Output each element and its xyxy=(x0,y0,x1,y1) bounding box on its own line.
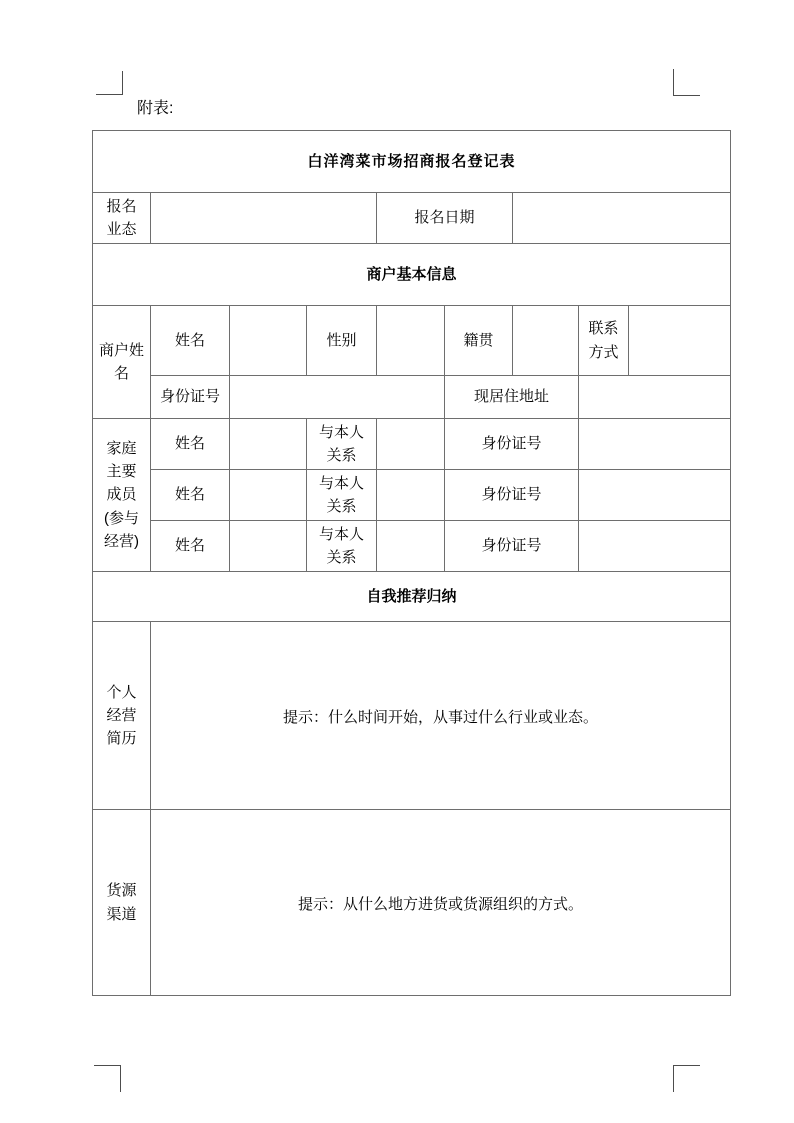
family-member-name-label-cell xyxy=(151,419,230,470)
merchant-name-label-cell xyxy=(151,306,230,376)
family-member-relation-label-cell xyxy=(307,419,377,470)
family-member-name-input[interactable] xyxy=(230,470,307,521)
apply-date-label-cell xyxy=(377,193,513,244)
family-member-id-label: 身份证号 xyxy=(481,486,542,504)
merchant-id-input[interactable] xyxy=(230,376,445,419)
family-member-id-label: 身份证号 xyxy=(481,537,542,555)
supply-input-area[interactable] xyxy=(151,810,731,996)
resume-group-label: 个人经营简历 xyxy=(106,683,137,748)
contact-input[interactable] xyxy=(629,306,731,376)
family-member-name-label-cell xyxy=(151,521,230,572)
address-input[interactable] xyxy=(579,376,731,419)
family-member-relation-label-cell xyxy=(307,521,377,572)
family-group-label: 家庭主要成员(参与经营) xyxy=(104,439,139,550)
family-member-relation-label: 与本人关系 xyxy=(318,525,364,566)
address-label: 现居住地址 xyxy=(473,388,549,406)
family-member-id-input[interactable] xyxy=(579,521,731,572)
annex-label: 附表: xyxy=(137,100,174,117)
page-margin-mark-bottom-right xyxy=(673,1065,700,1092)
family-member-id-input[interactable] xyxy=(579,470,731,521)
section-self-recommendation: 自我推荐归纳 xyxy=(93,572,731,622)
native-place-label-cell xyxy=(445,306,513,376)
merchant-id-label: 身份证号 xyxy=(159,388,220,406)
family-member-name-label-cell xyxy=(151,470,230,521)
supply-hint: 提示：从什么地方进货或货源组织的方式。 xyxy=(297,895,583,913)
gender-label: 性别 xyxy=(326,331,357,349)
resume-hint: 提示：什么时间开始，从事过什么行业或业态。 xyxy=(282,708,598,726)
family-member-id-label-cell xyxy=(445,470,579,521)
merchant-id-label-cell xyxy=(151,376,230,419)
family-member-id-label: 身份证号 xyxy=(481,435,542,453)
native-place-label: 籍贯 xyxy=(463,331,494,349)
gender-input[interactable] xyxy=(377,306,445,376)
contact-label: 联系方式 xyxy=(588,320,619,361)
family-group-label-cell xyxy=(93,419,151,572)
supply-group-label: 货源渠道 xyxy=(106,882,137,923)
address-label-cell xyxy=(445,376,579,419)
gender-label-cell xyxy=(307,306,377,376)
apply-date-label: 报名日期 xyxy=(414,209,475,227)
family-member-relation-input[interactable] xyxy=(377,419,445,470)
merchant-group-label: 商户姓名 xyxy=(98,341,144,382)
merchant-name-label: 姓名 xyxy=(174,331,205,349)
native-place-input[interactable] xyxy=(513,306,579,376)
family-member-relation-input[interactable] xyxy=(377,521,445,572)
form-title: 白洋湾菜市场招商报名登记表 xyxy=(93,131,731,193)
family-member-name-input[interactable] xyxy=(230,521,307,572)
family-member-id-input[interactable] xyxy=(579,419,731,470)
resume-group-label-cell xyxy=(93,622,151,810)
business-type-input[interactable] xyxy=(151,193,377,244)
family-member-name-input[interactable] xyxy=(230,419,307,470)
family-member-id-label-cell xyxy=(445,521,579,572)
business-type-label: 报名业态 xyxy=(106,197,137,238)
section-merchant-info: 商户基本信息 xyxy=(93,244,731,306)
apply-date-input[interactable] xyxy=(513,193,731,244)
family-member-relation-label-cell xyxy=(307,470,377,521)
family-member-relation-input[interactable] xyxy=(377,470,445,521)
contact-label-cell xyxy=(579,306,629,376)
page-margin-mark-top-right xyxy=(673,69,700,96)
registration-form-table xyxy=(92,130,731,996)
resume-input-area[interactable] xyxy=(151,622,731,810)
family-member-relation-label: 与本人关系 xyxy=(318,423,364,464)
family-member-name-label: 姓名 xyxy=(174,435,205,453)
business-type-label-cell xyxy=(93,193,151,244)
supply-group-label-cell xyxy=(93,810,151,996)
merchant-group-label-cell xyxy=(93,306,151,419)
family-member-name-label: 姓名 xyxy=(174,486,205,504)
family-member-id-label-cell xyxy=(445,419,579,470)
family-member-relation-label: 与本人关系 xyxy=(318,474,364,515)
merchant-name-input[interactable] xyxy=(230,306,307,376)
family-member-name-label: 姓名 xyxy=(174,537,205,555)
page-margin-mark-top-left xyxy=(96,71,123,95)
page-margin-mark-bottom-left xyxy=(94,1065,121,1092)
